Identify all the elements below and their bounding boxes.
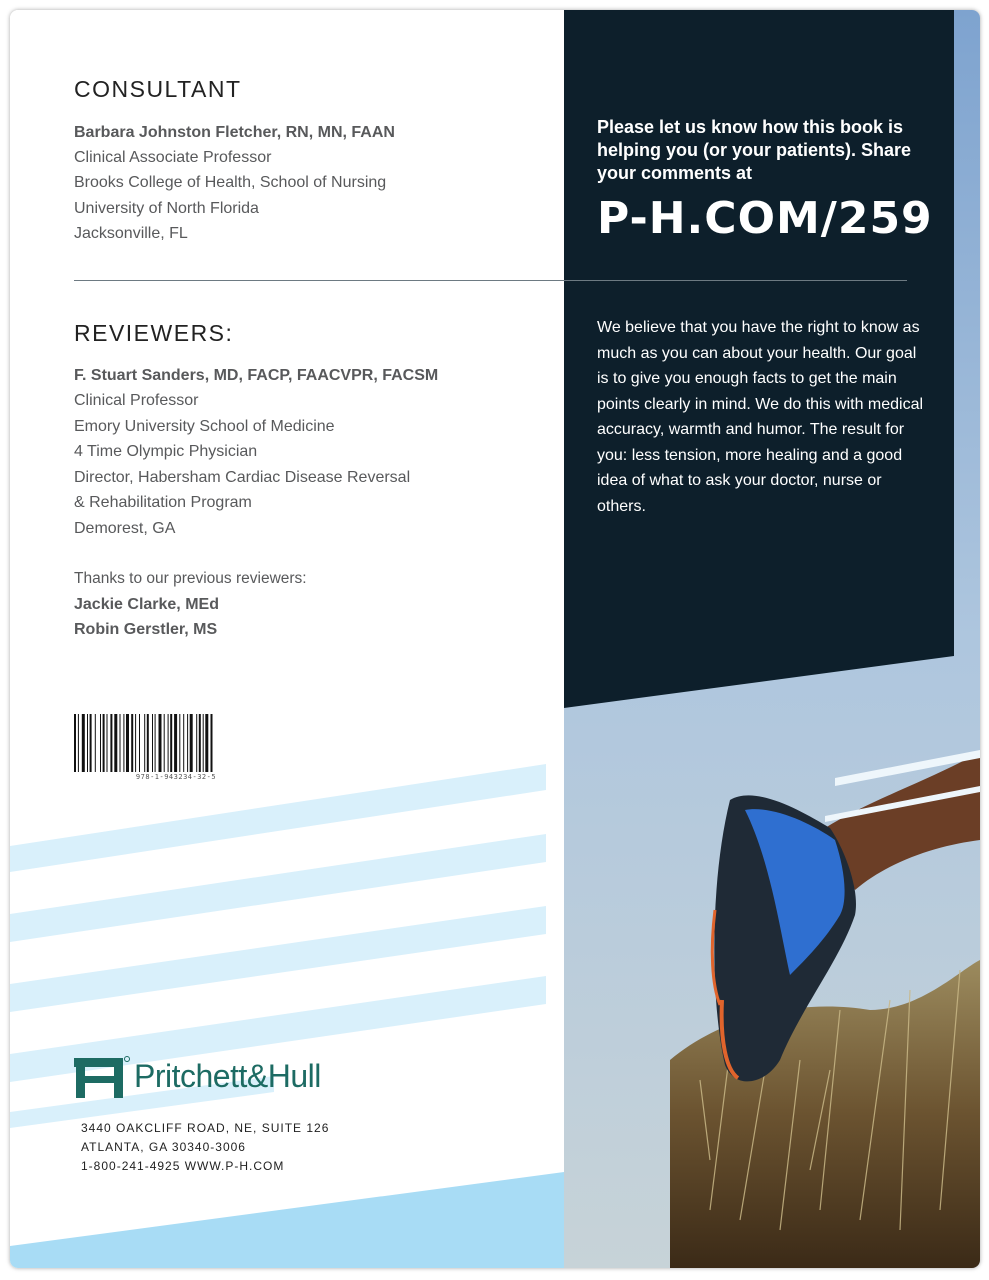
barcode-bar	[100, 714, 101, 772]
barcode-bar	[126, 714, 129, 772]
barcode-bar	[131, 714, 133, 772]
barcode-bar	[205, 714, 208, 772]
consultant-line: Brooks College of Health, School of Nursing	[74, 174, 387, 191]
barcode-bar	[90, 714, 92, 772]
barcode-bar	[114, 714, 117, 772]
barcode-bar	[170, 714, 172, 772]
barcode-bar	[152, 714, 153, 772]
previous-reviewer: Robin Gerstler, MS	[74, 621, 218, 638]
reviewer-line: Demorest, GA	[74, 520, 176, 537]
reviewer-line: Emory University School of Medicine	[74, 418, 335, 435]
barcode-bar	[196, 714, 197, 772]
barcode-bar	[155, 714, 156, 772]
back-cover-page	[10, 10, 980, 1268]
barcode-bar	[74, 714, 76, 772]
publisher-address: 3440 OAKCLIFF ROAD, NE, SUITE 126	[81, 1121, 330, 1135]
barcode-bar	[168, 714, 169, 772]
reviewer-line: & Rehabilitation Program	[74, 494, 252, 511]
barcode-bar	[87, 714, 88, 772]
consultant-line: University of North Florida	[74, 200, 259, 217]
barcode-bar	[147, 714, 149, 772]
previous-reviewers-label: Thanks to our previous reviewers:	[74, 570, 307, 587]
barcode-bar	[82, 714, 85, 772]
barcode-bar	[174, 714, 177, 772]
feedback-intro: Please let us know how this book is helping you (or your patients). Share your comments at	[597, 117, 912, 183]
consultant-heading: CONSULTANT	[74, 76, 242, 102]
reviewer-name: F. Stuart Sanders, MD, FACP, FAACVPR, FACSM	[74, 367, 439, 384]
publisher-name: Pritchett&Hull	[134, 1058, 321, 1094]
barcode-bar	[190, 714, 193, 772]
barcode-bar	[211, 714, 213, 772]
publisher-contact: 1-800-241-4925 WWW.P-H.COM	[81, 1159, 285, 1173]
barcode-bar	[159, 714, 162, 772]
consultant-line: Clinical Associate Professor	[74, 149, 272, 166]
feedback-url[interactable]: P-H.COM/259	[597, 193, 933, 244]
mission-statement: We believe that you have the right to know as much as you can about your health. Our goal is to give you enough facts to get the main points clearly in mind. We do this with medical accuracy, warmth and humor. The result for you: less tension, more healing and a good idea of what to ask your doctor, nurse or others.	[597, 319, 924, 515]
barcode-bar	[120, 714, 121, 772]
barcode-bar	[199, 714, 201, 772]
isbn-number: 978-1-943234-32-5	[135, 773, 217, 781]
reviewer-line: Clinical Professor	[74, 392, 199, 409]
barcode-bar	[139, 714, 140, 772]
barcode-bar	[164, 714, 165, 772]
consultant-name: Barbara Johnston Fletcher, RN, MN, FAAN	[74, 124, 395, 141]
barcode-bar	[95, 714, 96, 772]
barcode-bar	[110, 714, 112, 772]
barcode-bar	[187, 714, 188, 772]
section-divider	[74, 280, 907, 281]
publisher-logo-icon	[74, 1046, 130, 1102]
barcode-bar	[183, 714, 184, 772]
reviewer-line: 4 Time Olympic Physician	[74, 443, 258, 460]
barcode-bar	[179, 714, 180, 772]
isbn-barcode	[74, 714, 278, 772]
reviewers-heading: REVIEWERS:	[74, 320, 234, 346]
barcode-bar	[103, 714, 105, 772]
barcode-bar	[123, 714, 124, 772]
barcode-bar	[135, 714, 136, 772]
previous-reviewer: Jackie Clarke, MEd	[74, 596, 219, 613]
barcode-bar	[203, 714, 204, 772]
consultant-line: Jacksonville, FL	[74, 225, 188, 242]
publisher-city: ATLANTA, GA 30340-3006	[81, 1140, 246, 1154]
barcode-bar	[78, 714, 79, 772]
barcode-bar	[107, 714, 108, 772]
reviewer-line: Director, Habersham Cardiac Disease Reversal	[74, 469, 411, 486]
barcode-bar	[144, 714, 145, 772]
